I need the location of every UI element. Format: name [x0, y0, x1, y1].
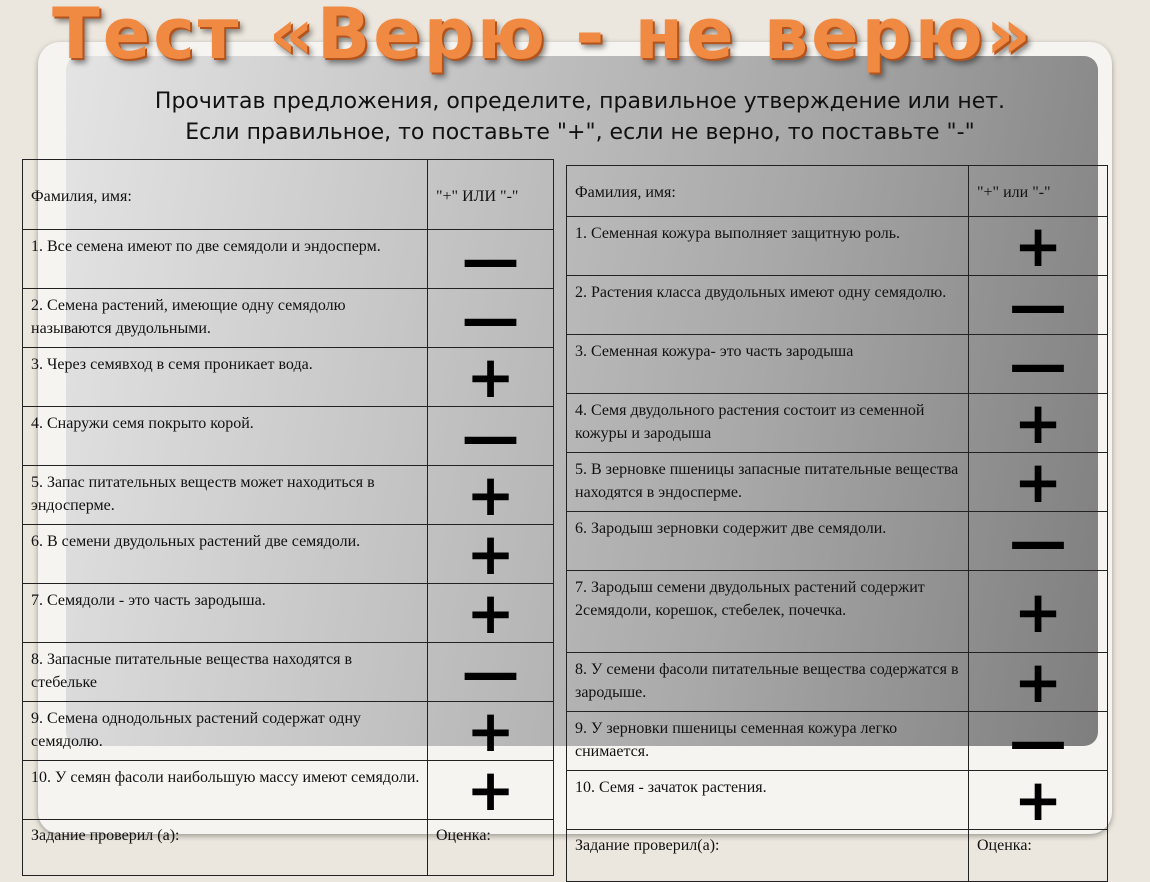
table-row: [567, 276, 1108, 335]
answer-mark[interactable]: +: [969, 653, 1108, 712]
table-row: [567, 653, 1108, 712]
checked-by-field[interactable]: Задание проверил(а):: [567, 830, 969, 882]
answer-mark[interactable]: +: [428, 466, 554, 525]
table-row: [567, 571, 1108, 653]
table-row: [23, 761, 554, 820]
answer-mark[interactable]: —: [969, 512, 1108, 571]
table-row: [567, 712, 1108, 771]
statement-text: 7. Семядоли - это часть зародыша.: [23, 584, 428, 643]
statement-text: 7. Зародыш семени двудольных растений содержит 2семядоли, корешок, стебелек, почечка.: [567, 571, 969, 653]
table-row: [567, 394, 1108, 453]
answer-mark[interactable]: —: [428, 643, 554, 702]
statement-text: 10. У семян фасоли наибольшую массу имеют семядоли.: [23, 761, 428, 820]
statement-text: 8. У семени фасоли питательные вещества содержатся в зародыше.: [567, 653, 969, 712]
table-row: [23, 525, 554, 584]
table-footer-row: [567, 830, 1108, 882]
table-row: [23, 584, 554, 643]
answer-mark[interactable]: +: [428, 348, 554, 407]
table-row: [23, 643, 554, 702]
instructions: [60, 86, 1100, 148]
mark-header: "+" ИЛИ "-": [428, 160, 554, 230]
statement-text: 5. Запас питательных веществ может находиться в эндосперме.: [23, 466, 428, 525]
answer-mark[interactable]: +: [428, 525, 554, 584]
statement-text: 6. Зародыш зерновки содержит две семядоли.: [567, 512, 969, 571]
slide-title: Тест «Верю - не верю»: [52, 0, 1035, 75]
statement-text: 3. Через семявход в семя проникает вода.: [23, 348, 428, 407]
answer-mark[interactable]: +: [969, 571, 1108, 653]
statement-text: 3. Семенная кожура- это часть зародыша: [567, 335, 969, 394]
answer-mark[interactable]: +: [969, 394, 1108, 453]
statement-text: 2. Растения класса двудольных имеют одну семядолю.: [567, 276, 969, 335]
answer-mark[interactable]: +: [428, 761, 554, 820]
answer-mark[interactable]: —: [969, 276, 1108, 335]
table-row: [23, 230, 554, 289]
statement-text: 1. Семенная кожура выполняет защитную роль.: [567, 217, 969, 276]
statement-text: 9. У зерновки пшеницы семенная кожура легко снимается.: [567, 712, 969, 771]
answer-mark[interactable]: —: [969, 712, 1108, 771]
name-header[interactable]: Фамилия, имя:: [567, 166, 969, 217]
answer-mark[interactable]: —: [428, 407, 554, 466]
name-header[interactable]: Фамилия, имя:: [23, 160, 428, 230]
statement-text: 2. Семена растений, имеющие одну семядолю называются двудольными.: [23, 289, 428, 348]
instructions-line-2: Если правильное, то поставьте "+", если не верно, то поставьте "-": [185, 120, 975, 145]
table-row: [567, 453, 1108, 512]
table-row: [23, 466, 554, 525]
statement-text: 10. Семя - зачаток растения.: [567, 771, 969, 830]
answer-mark[interactable]: —: [969, 335, 1108, 394]
table-row: [567, 771, 1108, 830]
answer-mark[interactable]: —: [428, 289, 554, 348]
mark-header: "+" или "-": [969, 166, 1108, 217]
table-footer-row: [23, 820, 554, 876]
table-row: [567, 512, 1108, 571]
table-row: [567, 335, 1108, 394]
statement-text: 8. Запасные питательные вещества находятся в стебельке: [23, 643, 428, 702]
table-row: [23, 289, 554, 348]
answer-mark[interactable]: +: [969, 217, 1108, 276]
instructions-line-1: Прочитав предложения, определите, правильное утверждение или нет.: [154, 89, 1006, 114]
statement-text: 5. В зерновке пшеницы запасные питательные вещества находятся в эндосперме.: [567, 453, 969, 512]
statement-text: 1. Все семена имеют по две семядоли и эндосперм.: [23, 230, 428, 289]
answer-mark[interactable]: +: [428, 584, 554, 643]
table-row: [23, 407, 554, 466]
table-header-row: [567, 166, 1108, 217]
quiz-table-right: [566, 165, 1108, 882]
grade-field[interactable]: Оценка:: [969, 830, 1108, 882]
table-header-row: [23, 160, 554, 230]
quiz-table-left: [22, 159, 554, 876]
checked-by-field[interactable]: Задание проверил (а):: [23, 820, 428, 876]
statement-text: 6. В семени двудольных растений две семядоли.: [23, 525, 428, 584]
table-row: [23, 702, 554, 761]
statement-text: 9. Семена однодольных растений содержат одну семядолю.: [23, 702, 428, 761]
statement-text: 4. Семя двудольного растения состоит из семенной кожуры и зародыша: [567, 394, 969, 453]
grade-field[interactable]: Оценка:: [428, 820, 554, 876]
statement-text: 4. Снаружи семя покрыто корой.: [23, 407, 428, 466]
answer-mark[interactable]: +: [969, 771, 1108, 830]
answer-mark[interactable]: +: [969, 453, 1108, 512]
table-row: [567, 217, 1108, 276]
answer-mark[interactable]: +: [428, 702, 554, 761]
answer-mark[interactable]: —: [428, 230, 554, 289]
table-row: [23, 348, 554, 407]
